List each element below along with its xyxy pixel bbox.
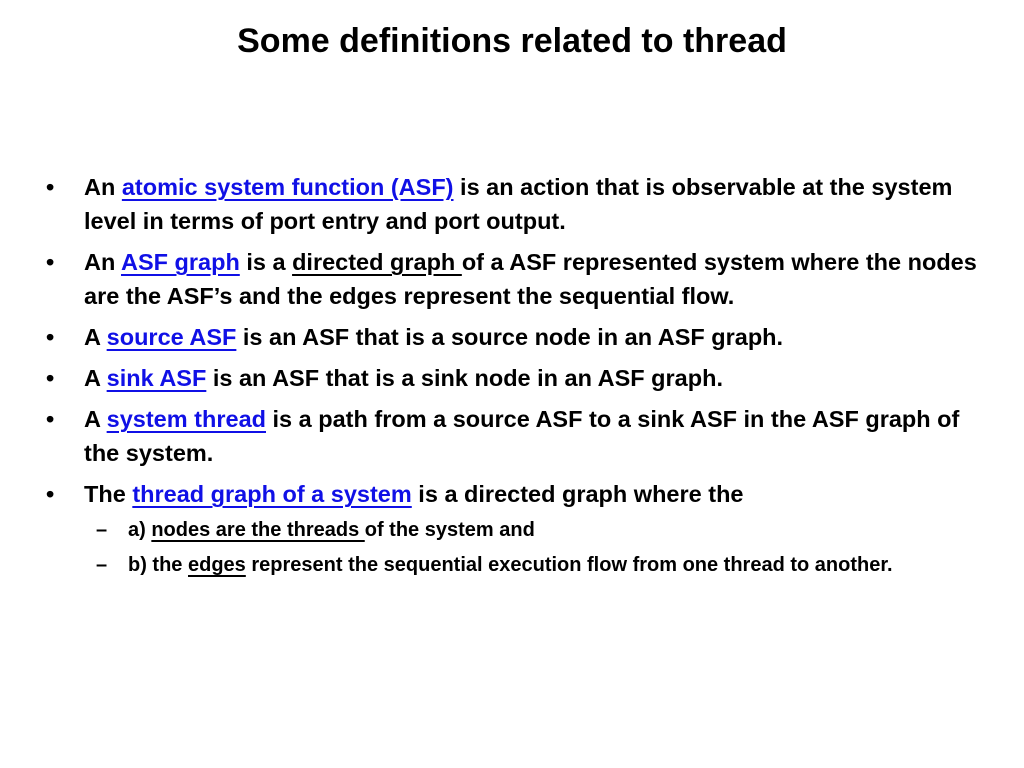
bullet-text-pre: A xyxy=(84,406,107,432)
sub-bullet-edges xyxy=(84,550,1000,581)
bullet-text-post: is an ASF that is a source node in an ASF graph. xyxy=(236,324,784,350)
sub-bullet-text-post: of the system and xyxy=(364,519,535,541)
definition-list xyxy=(40,170,1000,588)
bullet-marker: • xyxy=(46,406,55,432)
sub-definition-list xyxy=(84,515,1000,581)
bullet-text-post: of a ASF represented system where the nodes are the ASF’s and the edges represent the sequential flow. xyxy=(84,249,977,309)
sub-bullet-marker: – xyxy=(96,554,108,576)
bullet-text-pre: A xyxy=(84,324,107,350)
bullet-text-post: is an ASF that is a sink node in an ASF graph. xyxy=(206,365,723,391)
bullet-text-post: is a directed graph where the xyxy=(411,481,744,507)
bullet-marker: • xyxy=(46,481,55,507)
bullet-source-asf-definition xyxy=(40,320,1000,354)
term-atomic-system-function[interactable]: atomic system function (ASF) xyxy=(121,174,454,200)
bullet-system-thread-definition xyxy=(40,402,1000,470)
underlined-edges: edges xyxy=(188,554,246,576)
underlined-directed-graph: directed graph xyxy=(292,249,462,275)
term-asf-graph[interactable]: ASF graph xyxy=(120,249,240,275)
sub-bullet-text-pre: b) the xyxy=(128,554,188,576)
sub-bullet-marker: – xyxy=(96,519,108,541)
term-thread-graph-of-a-system[interactable]: thread graph of a system xyxy=(132,481,412,507)
bullet-text-pre: An xyxy=(84,174,122,200)
bullet-marker: • xyxy=(46,324,55,350)
bullet-text-pre: A xyxy=(84,365,107,391)
slide-title: Some definitions related to thread xyxy=(237,22,787,60)
sub-bullet-nodes xyxy=(84,515,1000,546)
bullet-text-mid: is a xyxy=(239,249,293,275)
bullet-text-pre: The xyxy=(84,481,133,507)
bullet-marker: • xyxy=(46,249,55,275)
sub-bullet-text-post: represent the sequential execution flow from one thread to another. xyxy=(245,554,893,576)
bullet-marker: • xyxy=(46,174,55,200)
bullet-sink-asf-definition xyxy=(40,361,1000,395)
bullet-asf-graph-definition xyxy=(40,245,1000,313)
term-sink-asf[interactable]: sink ASF xyxy=(106,365,207,391)
bullet-marker: • xyxy=(46,365,55,391)
bullet-text-pre: An xyxy=(84,249,121,275)
bullet-asf-definition xyxy=(40,170,1000,238)
bullet-text-post: is an action that is observable at the system level in terms of port entry and port output. xyxy=(84,174,953,234)
term-source-asf[interactable]: source ASF xyxy=(106,324,237,350)
bullet-thread-graph-definition xyxy=(40,477,1000,581)
underlined-nodes-are-the-threads: nodes are the threads xyxy=(151,519,365,541)
term-system-thread[interactable]: system thread xyxy=(106,406,266,432)
bullet-text-post: is a path from a source ASF to a sink ASF in the ASF graph of the system. xyxy=(84,406,960,466)
sub-bullet-text-pre: a) xyxy=(128,519,152,541)
